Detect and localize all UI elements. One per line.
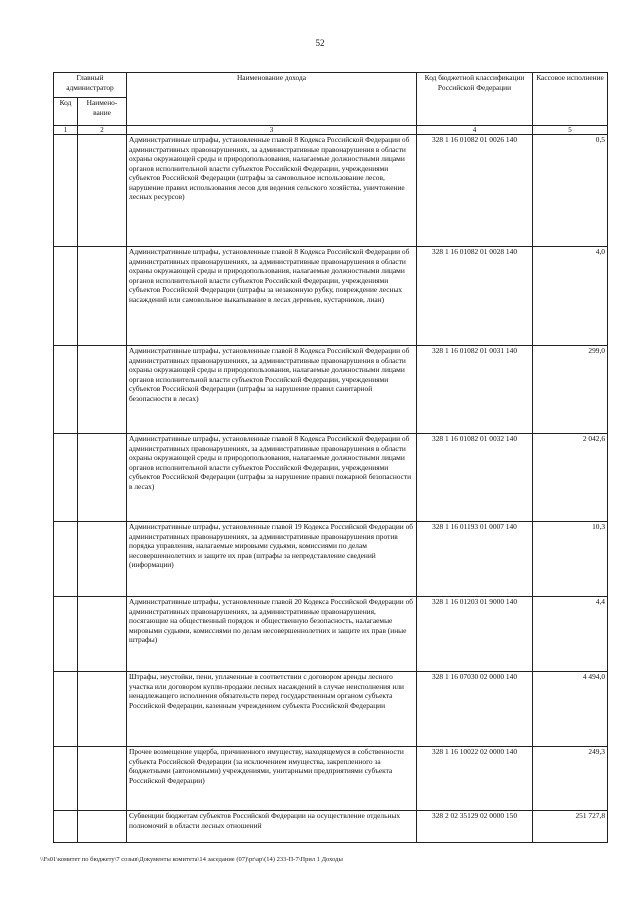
header-name-sub: Наимено-вание xyxy=(78,98,127,126)
income-name-cell: Административные штрафы, установленные главой 8 Кодекса Российской Федерации об административных правонарушениях, за административные правонарушения в области охраны окружающей среды и природопользования, налагаемые должностными лицами органов исполнительной власти субъектов Российской Федерации, учреждениями субъектов Российской Федерации (штрафы за самовольное использование лесов, нарушение правил использования лесов для ведения сельского хозяйства, уничтожение лесных ресурсов) xyxy=(127,135,417,247)
column-number-row xyxy=(54,126,608,135)
admin-code-cell xyxy=(54,672,78,747)
table-row xyxy=(54,346,608,434)
cash-amount-cell: 4,0 xyxy=(533,247,608,346)
admin-name-cell xyxy=(78,522,127,597)
header-cash-execution: Кассовое исполнение xyxy=(533,73,608,126)
table-row xyxy=(54,135,608,247)
page-number: 52 xyxy=(315,38,325,48)
admin-name-cell xyxy=(78,811,127,843)
admin-name-cell xyxy=(78,135,127,247)
table-row xyxy=(54,522,608,597)
admin-code-cell xyxy=(54,135,78,247)
column-number: 1 xyxy=(54,126,78,135)
header-budget-code: Код бюджетной классификации Российской Федерации xyxy=(417,73,533,126)
header-code: Код xyxy=(54,98,78,126)
cash-amount-cell: 299,0 xyxy=(533,346,608,434)
column-number: 5 xyxy=(533,126,608,135)
admin-code-cell xyxy=(54,747,78,811)
budget-code-cell: 328 1 16 01082 01 0028 140 xyxy=(417,247,533,346)
budget-code-cell: 328 1 16 01193 01 0007 140 xyxy=(417,522,533,597)
income-table xyxy=(53,72,608,843)
budget-code-cell: 328 1 16 01082 01 0032 140 xyxy=(417,434,533,522)
admin-code-cell xyxy=(54,247,78,346)
cash-amount-cell: 4 494,0 xyxy=(533,672,608,747)
admin-name-cell xyxy=(78,247,127,346)
cash-amount-cell: 2 042,6 xyxy=(533,434,608,522)
admin-name-cell xyxy=(78,434,127,522)
admin-code-cell xyxy=(54,811,78,843)
column-number: 3 xyxy=(127,126,417,135)
table-row xyxy=(54,811,608,843)
cash-amount-cell: 4,4 xyxy=(533,597,608,672)
admin-name-cell xyxy=(78,346,127,434)
budget-code-cell: 328 1 16 07030 02 0000 140 xyxy=(417,672,533,747)
table-row xyxy=(54,247,608,346)
income-name-cell: Административные штрафы, установленные главой 20 Кодекса Российской Федерации об административных правонарушениях, за административные правонарушения, посягающие на общественный порядок и общественную безопасность, налагаемые мировыми судьями, комиссиями по делам несовершеннолетних и защите их прав (иные штрафы) xyxy=(127,597,417,672)
budget-code-cell: 328 1 16 01082 01 0031 140 xyxy=(417,346,533,434)
budget-code-cell: 328 1 16 01203 01 9000 140 xyxy=(417,597,533,672)
admin-code-cell xyxy=(54,597,78,672)
table-row xyxy=(54,672,608,747)
document-path-footer: \\Fs01\комитет по бюджету\7 созыв\Документы комитета\14 заседание (07)\pr\ap\(14) 233-П-7\Прил 1 Доходы xyxy=(40,856,343,863)
budget-code-cell: 328 1 16 10022 02 0000 140 xyxy=(417,747,533,811)
admin-code-cell xyxy=(54,434,78,522)
income-name-cell: Административные штрафы, установленные главой 8 Кодекса Российской Федерации об административных правонарушениях, за административные правонарушения в области охраны окружающей среды и природопользования, налагаемые должностными лицами органов исполнительной власти субъектов Российской Федерации, учреждениями субъектов Российской Федерации (штрафы за нарушение правил санитарной безопасности в лесах) xyxy=(127,346,417,434)
column-number: 2 xyxy=(78,126,127,135)
admin-name-cell xyxy=(78,672,127,747)
cash-amount-cell: 0,5 xyxy=(533,135,608,247)
cash-amount-cell: 251 727,8 xyxy=(533,811,608,843)
income-name-cell: Прочее возмещение ущерба, причиненного имуществу, находящемуся в собственности субъекта Российской Федерации (за исключением имущества, закрепленного за бюджетными (автономными) учреждениями, унитарными предприятиями субъекта Российской Федерации) xyxy=(127,747,417,811)
income-name-cell: Административные штрафы, установленные главой 8 Кодекса Российской Федерации об административных правонарушениях, за административные правонарушения в области охраны окружающей среды и природопользования, налагаемые должностными лицами органов исполнительной власти субъектов Российской Федерации, учреждениями субъектов Российской Федерации (штрафы за незаконную рубку, повреждение лесных насаждений или самовольное выкапывание в лесах деревьев, кустарников, лиан) xyxy=(127,247,417,346)
table-row xyxy=(54,597,608,672)
header-income-name: Наименование дохода xyxy=(127,73,417,126)
income-name-cell: Административные штрафы, установленные главой 19 Кодекса Российской Федерации об административных правонарушениях, за административные правонарушения против порядка управления, налагаемые мировыми судьями, комиссиями по делам несовершеннолетних и защите их прав (штрафы за непредставление сведений (информации) xyxy=(127,522,417,597)
cash-amount-cell: 249,3 xyxy=(533,747,608,811)
budget-code-cell: 328 2 02 35129 02 0000 150 xyxy=(417,811,533,843)
admin-code-cell xyxy=(54,522,78,597)
column-number: 4 xyxy=(417,126,533,135)
table-row xyxy=(54,747,608,811)
income-name-cell: Субвенции бюджетам субъектов Российской Федерации на осуществление отдельных полномочий в области лесных отношений xyxy=(127,811,417,843)
income-name-cell: Административные штрафы, установленные главой 8 Кодекса Российской Федерации об административных правонарушениях, за административные правонарушения в области охраны окружающей среды и природопользования, налагаемые должностными лицами органов исполнительной власти субъектов Российской Федерации, учреждениями субъектов Российской Федерации (штрафы за нарушение правил пожарной безопасности в лесах) xyxy=(127,434,417,522)
cash-amount-cell: 10,3 xyxy=(533,522,608,597)
table-row xyxy=(54,434,608,522)
header-chief-admin: Главный администратор xyxy=(54,73,127,98)
budget-code-cell: 328 1 16 01082 01 0026 140 xyxy=(417,135,533,247)
admin-name-cell xyxy=(78,747,127,811)
income-name-cell: Штрафы, неустойки, пени, уплаченные в соответствии с договором аренды лесного участка или договором купли-продажи лесных насаждений в случае неисполнения или ненадлежащего исполнения обязательств перед государственным органом субъекта Российской Федерации, казенным учреждением субъекта Российской Федерации xyxy=(127,672,417,747)
admin-code-cell xyxy=(54,346,78,434)
admin-name-cell xyxy=(78,597,127,672)
